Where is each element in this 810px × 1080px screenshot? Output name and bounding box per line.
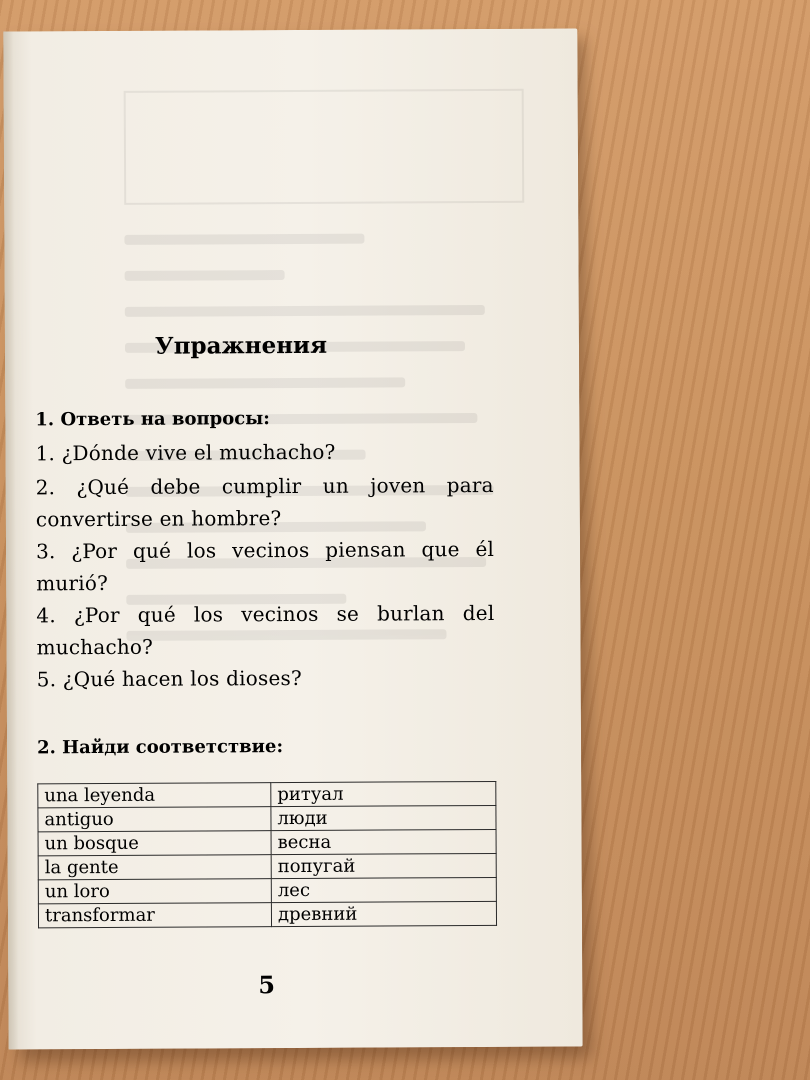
question-2: 2. ¿Qué debe cumplir un joven para convertirse en hombre?	[35, 472, 494, 532]
question-4: 4. ¿Por qué los vecinos se burlan del muchacho?	[36, 600, 495, 660]
russian-word: люди	[271, 805, 496, 830]
spanish-word: un loro	[38, 879, 271, 904]
question-3: 3. ¿Por qué los vecinos piensan que él murió?	[35, 536, 495, 596]
exercise-2-title: 2. Найди соответствие:	[37, 736, 284, 759]
spanish-word: la gente	[38, 855, 271, 880]
spanish-word: antiguo	[38, 807, 271, 832]
russian-word: попугай	[271, 853, 496, 878]
spanish-word: un bosque	[38, 831, 271, 856]
spanish-word: transformar	[38, 903, 271, 928]
book-page	[3, 29, 582, 1050]
question-5: 5. ¿Qué hacen los dioses?	[36, 665, 302, 692]
table-row	[38, 877, 496, 903]
exercises-heading: Упражнения	[154, 331, 328, 360]
matching-table	[37, 781, 497, 928]
table-row	[38, 781, 496, 807]
exercise-1-title: 1. Ответь на вопросы:	[35, 408, 270, 431]
russian-word: древний	[271, 901, 496, 926]
table-row	[38, 805, 496, 831]
table-row	[38, 901, 496, 927]
question-1: 1. ¿Dónde vive el muchacho?	[35, 439, 336, 466]
russian-word: лес	[271, 877, 496, 902]
russian-word: весна	[271, 829, 496, 854]
table-row	[38, 829, 496, 855]
russian-word: ритуал	[271, 781, 496, 806]
spanish-word: una leyenda	[38, 783, 271, 808]
table-row	[38, 853, 496, 879]
page-number: 5	[258, 970, 276, 1000]
